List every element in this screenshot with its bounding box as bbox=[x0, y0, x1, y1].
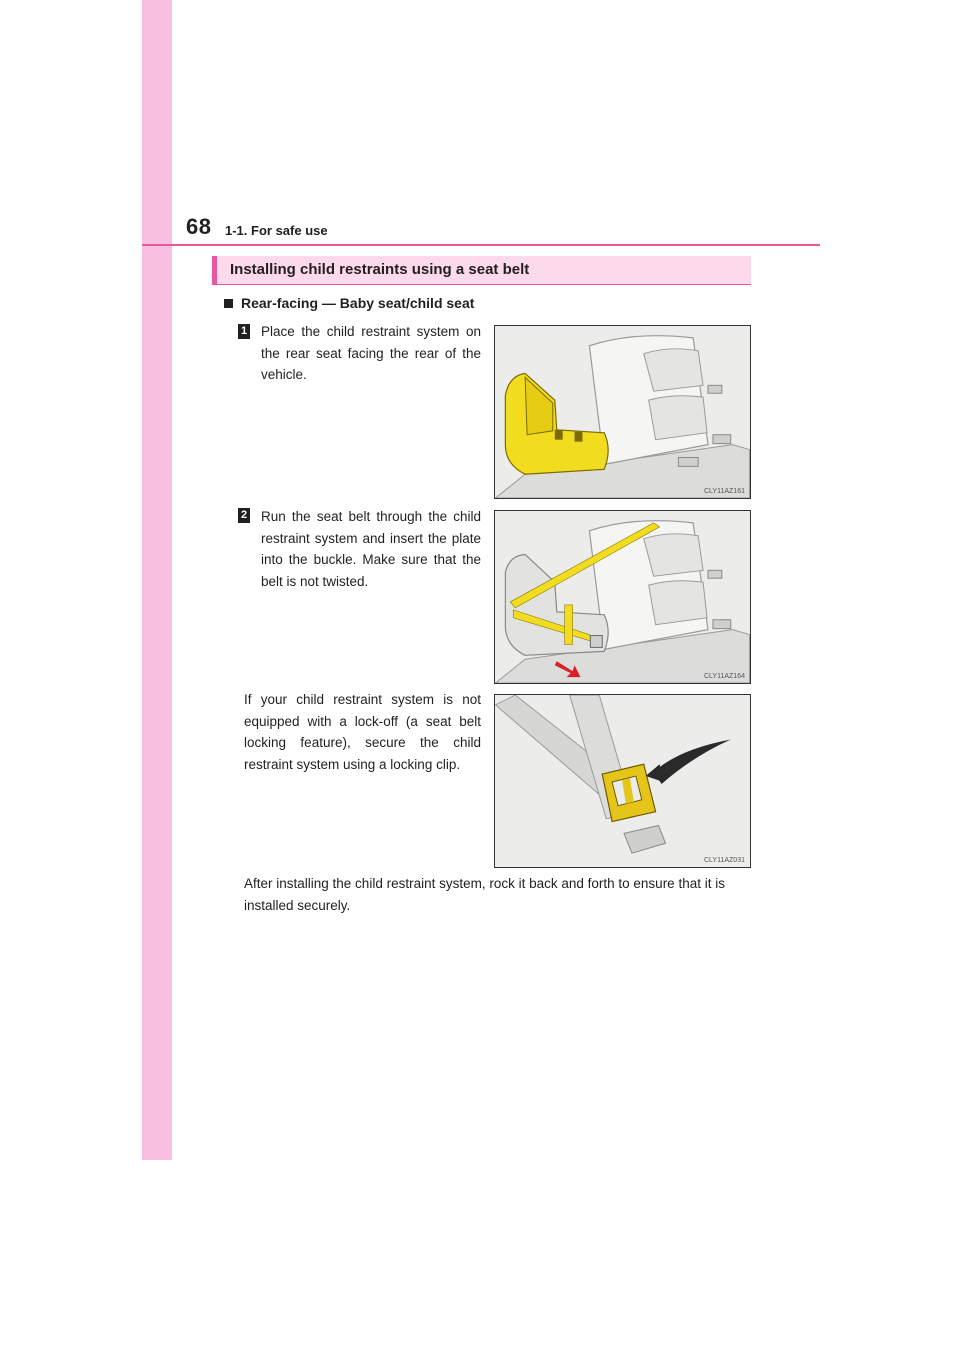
subheading bbox=[224, 295, 474, 311]
locking-clip-illustration bbox=[495, 695, 750, 867]
section-title: Installing child restraints using a seat belt bbox=[230, 261, 530, 278]
rear-seat-illustration bbox=[495, 326, 750, 498]
step-1-badge: 1 bbox=[238, 324, 250, 339]
figure-child-seat-placement bbox=[494, 325, 751, 499]
step-2-text: Run the seat belt through the child restraint system and insert the plate into the buckle. Make sure that the belt is not twisted. bbox=[261, 509, 481, 589]
belt-routing-illustration bbox=[495, 511, 750, 683]
header-rule bbox=[142, 244, 820, 246]
locking-clip-text: If your child restraint system is not equipped with a lock-off (a seat belt locking feature), secure the child restraint system using a locking clip. bbox=[244, 692, 481, 772]
closing-instruction: After installing the child restraint system, rock it back and forth to ensure that it is installed securely. bbox=[244, 876, 725, 913]
running-header: 1-1. For safe use bbox=[225, 223, 328, 238]
section-title-bar bbox=[212, 256, 751, 285]
step-1-text: Place the child restraint system on the rear seat facing the rear of the vehicle. bbox=[261, 324, 481, 382]
figure-code: CLY11AZ161 bbox=[704, 488, 745, 495]
page-number: 68 bbox=[186, 214, 212, 239]
figure-code: CLY11AZ031 bbox=[704, 857, 745, 864]
square-bullet-icon bbox=[224, 299, 233, 308]
subheading-text: Rear-facing — Baby seat/child seat bbox=[241, 295, 475, 311]
figure-code: CLY11AZ164 bbox=[704, 673, 745, 680]
side-tab-band bbox=[142, 0, 172, 1160]
figure-locking-clip bbox=[494, 694, 751, 868]
figure-seat-belt-routing bbox=[494, 510, 751, 684]
step-2-badge: 2 bbox=[238, 508, 250, 523]
